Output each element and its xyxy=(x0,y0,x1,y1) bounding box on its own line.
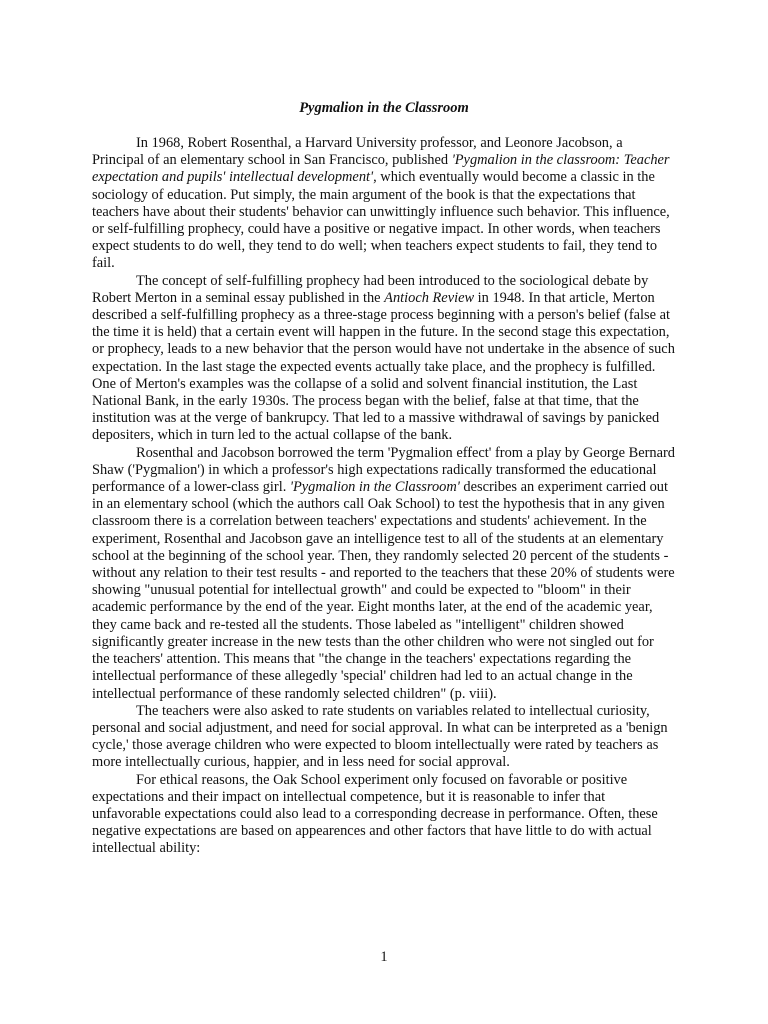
paragraph-4-text-a: The teachers were also asked to rate students on variables related to intellectual curiosity, personal and social adjustment, and need for social approval. In what can be interpreted as a 'benign cycle,' those average children who were expected to bloom intellectually were rated by teachers as more intellectually curious, happier, and in less need for social approval. xyxy=(92,702,668,771)
document-title: Pygmalion in the Classroom xyxy=(299,100,469,116)
paragraph-2-text-b: in 1948. In that article, Merton described a self-fulfilling prophecy as a three-stage process beginning with a person's belief (false at the time it is held) that a certain event will happen in the future. In the second stage this expectation, or prophecy, leads to a new behavior that the person would have not undertake in the absence of such expectation. In the last stage the expected events actually take place, and the prophecy is fulfilled. One of Merton's examples was the collapse of a solid and solvent financial institution, the Last National Bank, in the early 1930s. The process began with the belief, false at that time, that the institution was at the verge of bankrupcy. That led to a massive withdrawal of savings by panicked depositers, which in turn led to the actual collapse of the bank. xyxy=(92,289,675,444)
paragraph-1 xyxy=(92,135,675,273)
paragraph-3-text-a: Rosenthal and Jacobson borrowed the term 'Pygmalion effect' from a play by George Bernard Shaw ('Pygmalion') in which a professor's high expectations radically transformed the educational performance of a lower-class girl. xyxy=(92,444,675,496)
paragraph-2-text-a: The concept of self-fulfilling prophecy had been introduced to the sociological debate by Robert Merton in a seminal essay published in the xyxy=(92,272,649,306)
page-number: 1 xyxy=(380,949,388,965)
paragraph-3-text-b: describes an experiment carried out in an elementary school (which the authors call Oak School) to test the hypothesis that in any given classroom there is a correlation between teachers' expectations and students' achievement. In the experiment, Rosenthal and Jacobson gave an intelligence test to all of the students at an elementary school at the beginning of the school year. Then, they randomly selected 20 percent of the students - without any relation to their test results - and reported to the teachers that these 20% of students were showing "unusual potential for intellectual growth" and could be expected to "bloom" in their academic performance by the end of the year. Eight months later, at the end of the academic year, they came back and re-tested all the students. Those labeled as "intelligent" children showed significantly greater increase in the new tests than the other children who were not singled out for the teachers' attention. This means that "the change in the teachers' expectations regarding the intellectual performance of these allegedly 'special' children had led to an actual change in the intellectual performance of these randomly selected children" (p. viii). xyxy=(92,479,675,702)
paragraph-2-italic: Antioch Review xyxy=(384,289,475,306)
paragraph-1-italic: 'Pygmalion in the classroom: Teacher expectation and pupils' intellectual development' xyxy=(92,152,670,186)
paragraph-5 xyxy=(92,772,675,858)
paragraph-3-italic: 'Pygmalion in the Classroom' xyxy=(289,479,460,496)
paragraph-1-text-b: , which eventually would become a classic in the sociology of education. Put simply, the main argument of the book is that the expectations that teachers have about their students' behavior can unwittingly influence such behavior. This influence, or self-fulfilling prophecy, could have a positive or negative impact. In other words, when teachers expect students to do well, they tend to do well; when teachers expect students to fail, they tend to fail. xyxy=(92,169,670,272)
paragraph-5-text-a: For ethical reasons, the Oak School experiment only focused on favorable or positive expectations and their impact on intellectual competence, but it is reasonable to infer that unfavorable expectations could also lead to a corresponding decrease in performance. Often, these negative expectations are based on appearences and other factors that have little to do with actual intellectual ability: xyxy=(92,771,658,857)
paragraph-4 xyxy=(92,703,675,772)
paragraph-3 xyxy=(92,445,675,703)
paragraph-2 xyxy=(92,273,675,445)
paragraph-1-text-a: In 1968, Robert Rosenthal, a Harvard University professor, and Leonore Jacobson, a Principal of an elementary school in San Francisco, published xyxy=(92,135,623,169)
document-body xyxy=(92,135,675,858)
